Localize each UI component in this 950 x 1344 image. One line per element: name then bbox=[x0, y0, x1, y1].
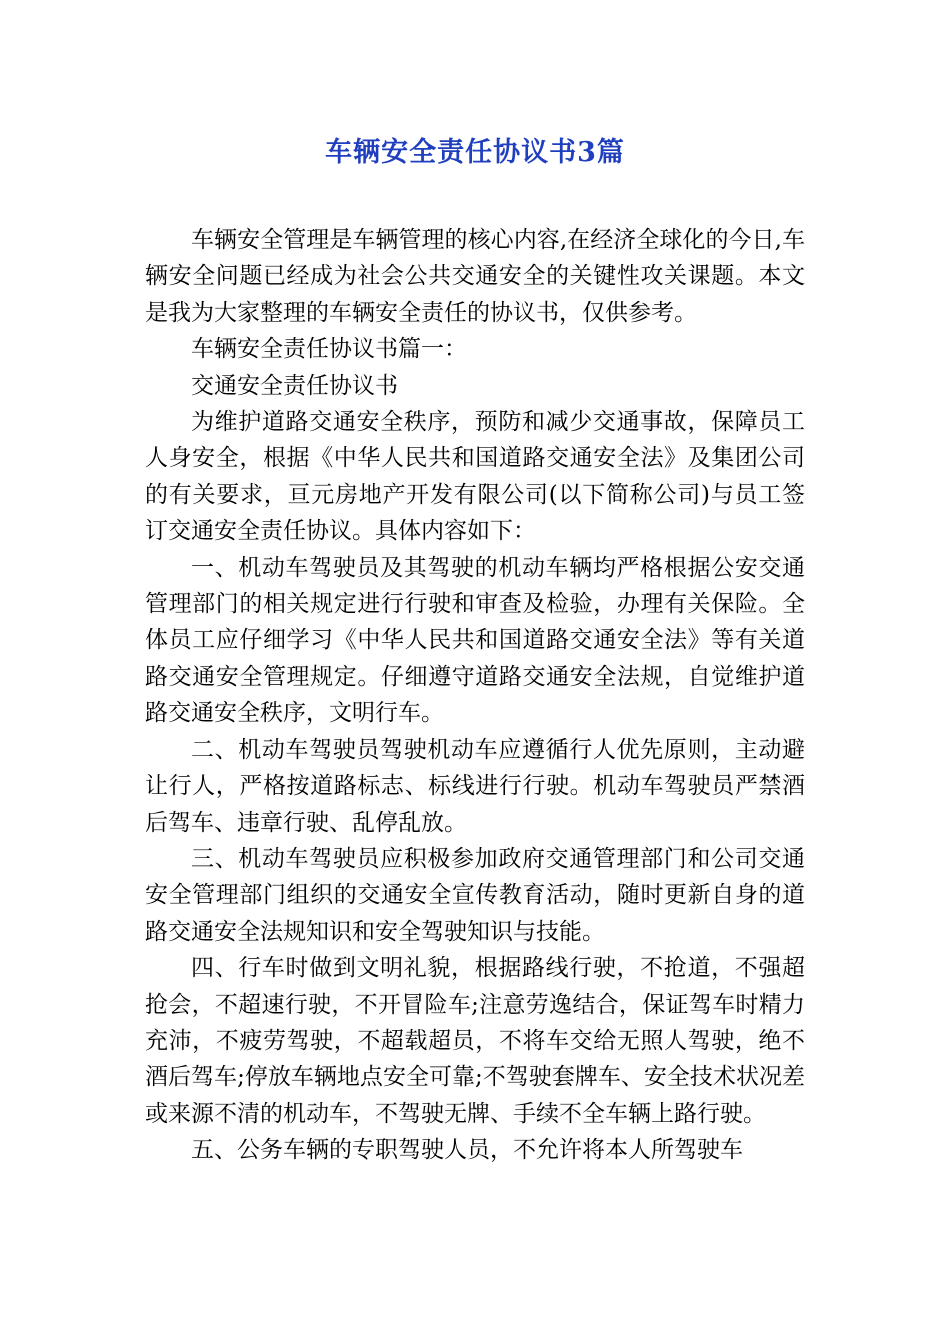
paragraph-clause-3: 三、机动车驾驶员应积极参加政府交通管理部门和公司交通安全管理部门组织的交通安全宣传教育活动，随时更新自身的道路交通安全法规知识和安全驾驶知识与技能。 bbox=[145, 845, 805, 945]
paragraph-clause-2: 二、机动车驾驶员驾驶机动车应遵循行人优先原则，主动避让行人，严格按道路标志、标线进行行驶。机动车驾驶员严禁酒后驾车、违章行驶、乱停乱放。 bbox=[145, 736, 805, 836]
paragraph-clause-4: 四、行车时做到文明礼貌，根据路线行驶，不抢道，不强超抢会，不超速行驶，不开冒险车;注意劳逸结合，保证驾车时精力充沛，不疲劳驾驶，不超载超员，不将车交给无照人驾驶，绝不酒后驾车;停放车辆地点安全可靠;不驾驶套牌车、安全技术状况差或来源不清的机动车，不驾驶无牌、手续不全车辆上路行驶。 bbox=[145, 955, 805, 1127]
paragraph-clause-1: 一、机动车驾驶员及其驾驶的机动车辆均严格根据公安交通管理部门的相关规定进行行驶和审查及检验，办理有关保险。全体员工应仔细学习《中华人民共和国道路交通安全法》等有关道路交通安全管理规定。仔细遵守道路交通安全法规，自觉维护道路交通安全秩序，文明行车。 bbox=[145, 554, 805, 727]
document-title: 车辆安全责任协议书3篇 bbox=[325, 137, 625, 168]
paragraph-preamble: 为维护道路交通安全秩序，预防和减少交通事故，保障员工人身安全，根据《中华人民共和国道路交通安全法》及集团公司的有关要求，亘元房地产开发有限公司(以下简称公司)与员工签订交通安全责任协议。具体内容如下： bbox=[145, 409, 805, 545]
paragraph-intro: 车辆安全管理是车辆管理的核心内容,在经济全球化的今日,车辆安全问题已经成为社会公共交通安全的关键性攻关课题。本文是我为大家整理的车辆安全责任的协议书，仅供参考。 bbox=[145, 227, 805, 326]
paragraph-clause-5: 五、公务车辆的专职驾驶人员，不允许将本人所驾驶车 bbox=[191, 1137, 743, 1164]
paragraph-agreement-title: 交通安全责任协议书 bbox=[191, 372, 398, 399]
document-body bbox=[145, 222, 805, 1169]
paragraph-section-heading: 车辆安全责任协议书篇一： bbox=[191, 336, 467, 363]
